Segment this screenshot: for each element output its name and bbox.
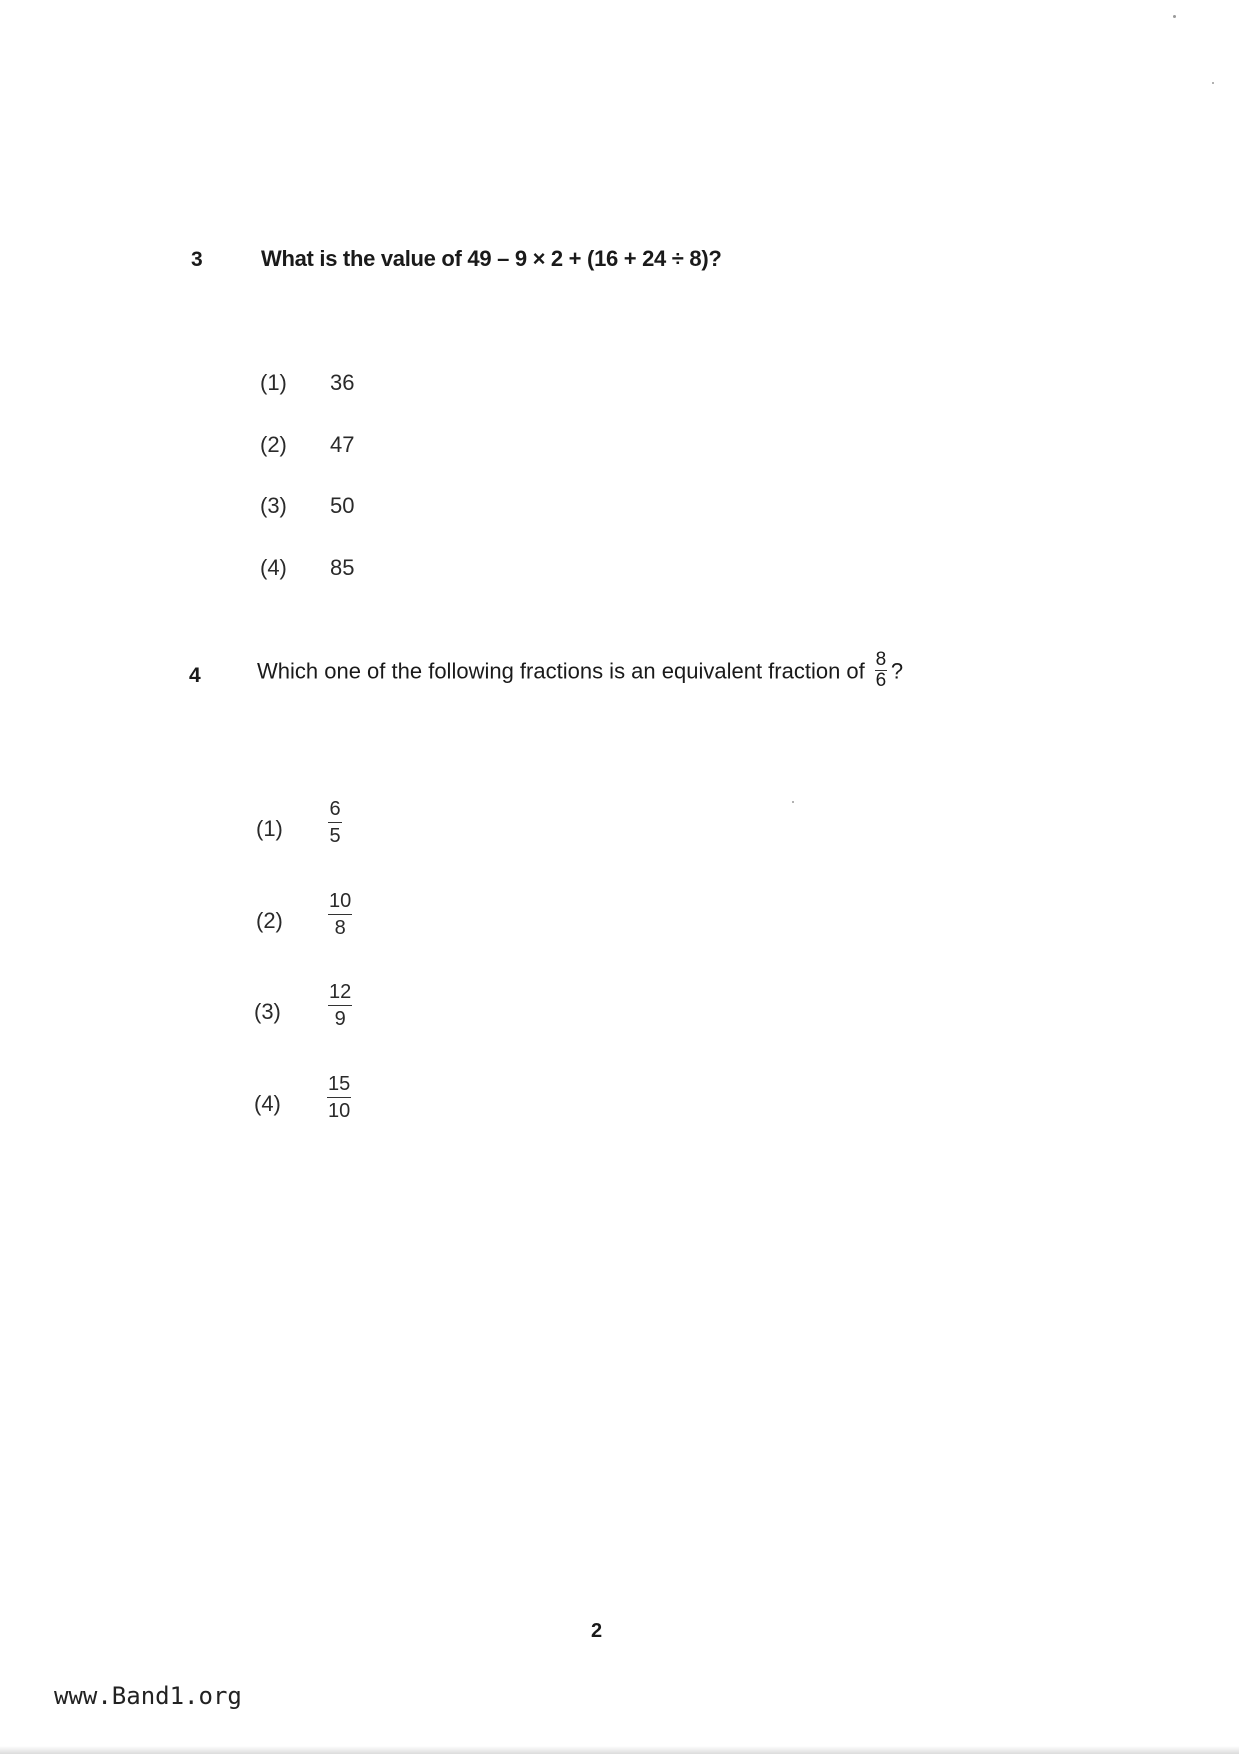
q4-option-4-fraction	[327, 1073, 351, 1122]
q4-option-3-label: (3)	[254, 999, 281, 1024]
question-3-number: 3	[191, 248, 203, 271]
question-4-fraction-denominator: 6	[875, 669, 887, 691]
question-3-text: What is the value of 49 – 9 × 2 + (16 + 24 ÷ 8)?	[261, 246, 722, 271]
question-4-fraction	[875, 650, 887, 691]
question-4-suffix: ?	[890, 658, 904, 684]
q4-option-4-denominator: 10	[328, 1100, 351, 1122]
question-4-fraction-numerator: 8	[875, 649, 887, 670]
page-number: 2	[591, 1620, 603, 1642]
q4-option-1-fraction	[328, 798, 342, 847]
q4-option-1-label: (1)	[256, 816, 283, 841]
q4-option-4-numerator: 15	[328, 1073, 351, 1095]
q3-option-4-value: 85	[330, 555, 355, 580]
q3-option-3-value: 50	[330, 493, 355, 518]
q3-option-2-label: (2)	[260, 432, 287, 457]
q4-option-3-denominator: 9	[334, 1008, 346, 1030]
q4-option-3-fraction	[328, 981, 352, 1030]
q3-option-2-value: 47	[330, 432, 355, 457]
q3-option-3-label: (3)	[260, 493, 287, 518]
q4-option-4-label: (4)	[254, 1091, 281, 1116]
q4-option-2-denominator: 8	[334, 917, 346, 939]
q3-option-1-value: 36	[330, 370, 355, 395]
question-4-text	[257, 649, 904, 693]
scan-speck	[792, 801, 794, 803]
q4-option-2-fraction	[328, 890, 352, 939]
q3-option-1-label: (1)	[260, 370, 287, 395]
q4-option-3-numerator: 12	[329, 981, 352, 1003]
q4-option-2-label: (2)	[256, 908, 283, 933]
q4-option-1-denominator: 5	[329, 825, 341, 847]
q3-option-4-label: (4)	[260, 555, 287, 580]
q4-option-1-numerator: 6	[329, 798, 341, 820]
footer-watermark: www.Band1.org	[54, 1682, 242, 1710]
scan-speck	[1212, 82, 1214, 84]
q4-option-2-numerator: 10	[329, 890, 352, 912]
question-4-number: 4	[189, 664, 201, 687]
scan-bottom-edge	[0, 1746, 1239, 1754]
question-4-stem: Which one of the following fractions is an equivalent fraction of	[257, 658, 865, 684]
scan-speck	[1173, 15, 1176, 18]
